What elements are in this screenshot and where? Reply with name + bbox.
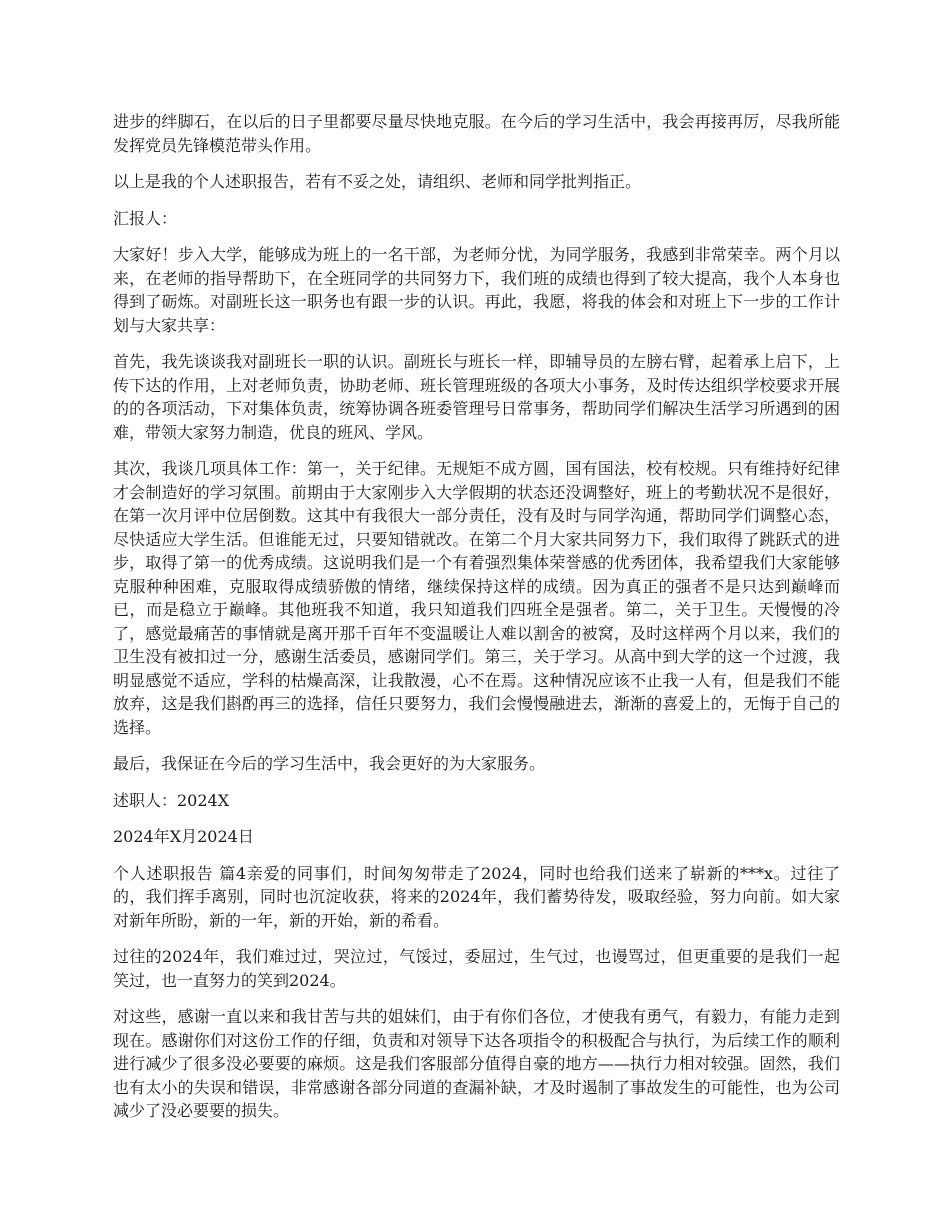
signature-line: 述职人：2024X (113, 790, 230, 810)
paragraph: 最后，我保证在今后的学习生活中，我会更好的为大家服务。 (113, 754, 546, 773)
paragraph: 对这些，感谢一直以来和我甘苦与共的姐妹们，由于有你们各位，才使我有勇气，有毅力，有能力走到现在。感谢你们对这份工作的仔细，负责和对领导下达各项指令的积极配合与执行，为后续工作的顺利进行减少了很多没必要要的麻烦。这是我们客服部分值得自豪的地方——执行力相对较强。固然，我们也有太小的失误和错误，非常感谢各部分同道的查漏补缺，才及时遏制了事故发生的可能性，也为公司减少了没必要要的损失。 (113, 1007, 840, 1120)
paragraph: 其次，我谈几项具体工作：第一，关于纪律。无规矩不成方圆，国有国法，校有校规。只有维持好纪律才会制造好的学习氛围。前期由于大家刚步入大学假期的状态还没调整好，班上的考勤状况不是很好，在第一次月评中位居倒数。这其中有我很大一部分责任，没有及时与同学沟通，帮助同学们调整心态，尽快适应大学生活。但谁能无过，只要知错就改。在第二个月大家共同努力下，我们取得了跳跃式的进步，取得了第一的优秀成绩。这说明我们是一个有着强烈集体荣誉感的优秀团体，我希望我们大家能够克服种种困难，克服取得成绩骄傲的情绪，继续保持这样的成绩。因为真正的强者不是只达到巅峰而已，而是稳立于巅峰。其他班我不知道，我只知道我们四班全是强者。第二，关于卫生。天慢慢的冷了，感觉最痛苦的事情就是离开那千百年不变温暖让人难以割舍的被窝，及时这样两个月以来，我们的卫生没有被扣过一分，感谢生活委员，感谢同学们。第三，关于学习。从高中到大学的这一个过渡，我明显感觉不适应，学科的枯燥高深，让我散漫，心不在焉。这种情况应该不止我一人有，但是我们不能放弃，这是我们斟酌再三的选择，信任只要努力，我们会慢慢融进去，渐渐的喜爱上的，无悔于自己的选择。 (113, 459, 840, 737)
paragraph: 大家好！步入大学，能够成为班上的一名干部，为老师分忧，为同学服务，我感到非常荣幸。两个月以来，在老师的指导帮助下，在全班同学的共同努力下，我们班的成绩也得到了较大提高，我个人本身也得到了砺炼。对副班长这一职务也有跟一步的认识。再此，我愿，将我的体会和对班上下一步的工作计划与大家共享： (113, 245, 840, 335)
paragraph: 进步的绊脚石，在以后的日子里都要尽量尽快地克服。在今后的学习生活中，我会再接再厉，尽我所能发挥党员先锋模范带头作用。 (113, 112, 840, 155)
document-body (113, 110, 840, 1136)
paragraph: 个人述职报告 篇4亲爱的同事们，时间匆匆带走了2024，同时也给我们送来了崭新的***x。过往了的，我们挥手离别，同时也沉淀收获，将来的2024年，我们蓄势待发，吸取经验，努力向前。如大家对新年所盼，新的一年，新的开始，新的希看。 (113, 863, 840, 930)
paragraph: 以上是我的个人述职报告，若有不妥之处，请组织、老师和同学批判指正。 (113, 172, 642, 191)
paragraph: 过往的2024年，我们难过过，哭泣过，气馁过，委屈过，生气过，也谩骂过，但更重要的是我们一起笑过，也一直努力的笑到2024。 (113, 947, 840, 990)
paragraph: 首先，我先谈谈我对副班长一职的认识。副班长与班长一样，即辅导员的左膀右臂，起着承上启下，上传下达的作用，上对老师负责，协助老师、班长管理班级的各项大小事务，及时传达组织学校要求开展的的各项活动，下对集体负责，统筹协调各班委管理号日常事务，帮助同学们解决生活学习所遇到的困难，带领大家努力制造，优良的班风、学风。 (113, 352, 840, 442)
reporter-label: 汇报人： (113, 208, 178, 228)
date-line: 2024年X月2024日 (113, 827, 254, 846)
